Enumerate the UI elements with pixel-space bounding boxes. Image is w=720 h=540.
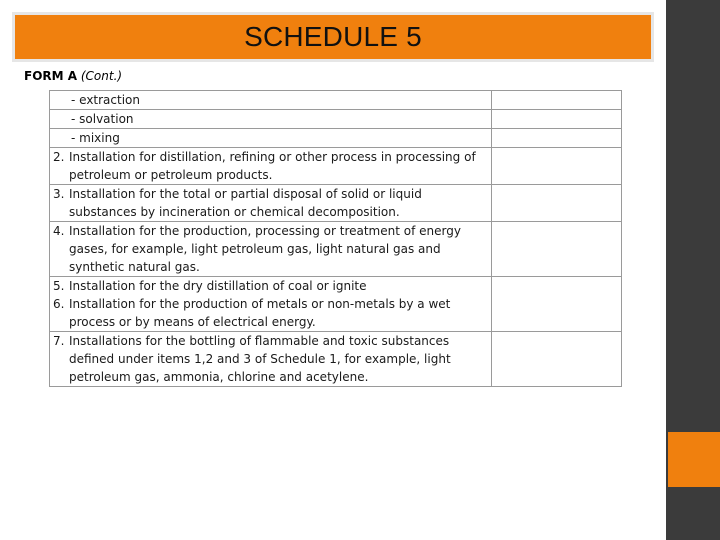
list-item — [53, 295, 491, 331]
table-row — [50, 222, 622, 277]
item-number: 5. — [53, 279, 65, 293]
item-text: Installation for distillation, refining or other process in processing of petroleum or petroleum products. — [69, 150, 476, 182]
table-row — [50, 148, 622, 185]
table-cell-empty — [492, 277, 622, 332]
table-cell-empty — [492, 148, 622, 185]
item-text: Installations for the bottling of flammable and toxic substances defined under items 1,2 and 3 of Schedule 1, for example, light petroleum gas, ammonia, chlorine and acetylene. — [69, 334, 451, 384]
item-number: 2. — [53, 150, 65, 164]
item-number: 3. — [53, 187, 65, 201]
table-cell — [50, 332, 492, 387]
table-row — [50, 91, 622, 110]
row-mixing: - mixing — [71, 131, 120, 145]
item-text: Installation for the total or partial disposal of solid or liquid substances by incineration or chemical decomposition. — [69, 187, 422, 219]
title-banner — [12, 12, 654, 62]
list-item — [53, 332, 491, 386]
item-number: 4. — [53, 224, 65, 238]
table-cell-empty — [492, 222, 622, 277]
table-cell-empty — [492, 332, 622, 387]
table-cell — [50, 148, 492, 185]
list-item — [53, 277, 491, 295]
row-extraction: - extraction — [71, 93, 140, 107]
schedule-table — [49, 90, 622, 387]
table-row — [50, 277, 622, 332]
table-row — [50, 332, 622, 387]
table-cell — [50, 222, 492, 277]
table-cell — [50, 91, 492, 110]
form-label-suffix: (Cont.) — [80, 69, 123, 83]
table-cell — [50, 277, 492, 332]
table-cell — [50, 129, 492, 148]
table-cell — [50, 110, 492, 129]
form-label — [24, 69, 122, 83]
table-cell-empty — [492, 129, 622, 148]
table-row — [50, 110, 622, 129]
table-cell-empty — [492, 185, 622, 222]
item-number: 6. — [53, 297, 65, 311]
list-item — [53, 185, 491, 221]
table-cell-empty — [492, 110, 622, 129]
item-text: Installation for the production, processing or treatment of energy gases, for example, light petroleum gas, light natural gas and synthetic natural gas. — [69, 224, 461, 274]
side-accent-block — [668, 432, 720, 487]
table-cell — [50, 185, 492, 222]
table-row — [50, 129, 622, 148]
form-label-main: FORM A — [24, 69, 78, 83]
row-solvation: - solvation — [71, 112, 134, 126]
item-text: Installation for the production of metals or non-metals by a wet process or by means of electrical energy. — [69, 297, 451, 329]
list-item — [53, 222, 491, 276]
table-row — [50, 185, 622, 222]
page-title: SCHEDULE 5 — [244, 21, 422, 52]
item-text: Installation for the dry distillation of coal or ignite — [69, 279, 367, 293]
table-cell-empty — [492, 91, 622, 110]
list-item — [53, 148, 491, 184]
item-number: 7. — [53, 334, 65, 348]
